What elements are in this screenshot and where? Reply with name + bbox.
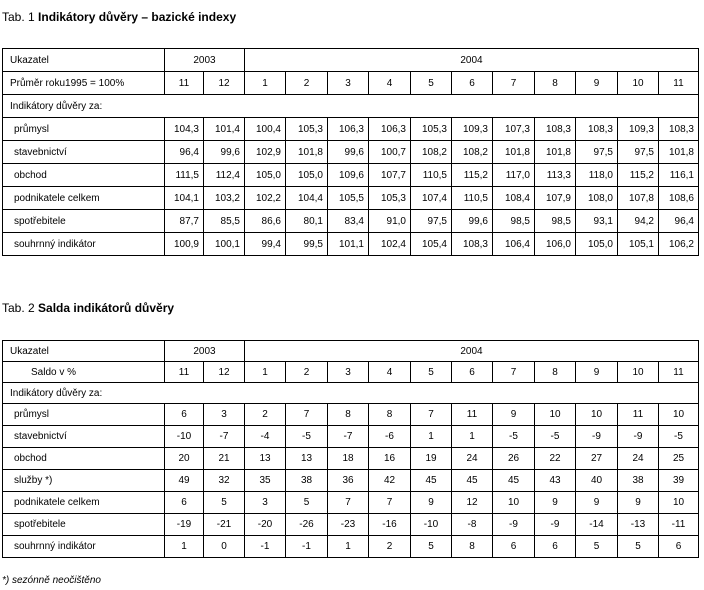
table1-year-2003: 2003 bbox=[165, 49, 245, 72]
row-label: průmysl bbox=[3, 404, 165, 426]
value-cell: 94,2 bbox=[618, 210, 659, 233]
value-cell: 3 bbox=[204, 404, 245, 426]
value-cell: 10 bbox=[576, 404, 618, 426]
value-cell: 9 bbox=[618, 492, 659, 514]
value-cell: 20 bbox=[165, 448, 204, 470]
value-cell: 10 bbox=[535, 404, 576, 426]
value-cell: 108,3 bbox=[535, 118, 576, 141]
value-cell: 98,5 bbox=[535, 210, 576, 233]
value-cell: 97,5 bbox=[576, 141, 618, 164]
month-cell: 7 bbox=[493, 362, 535, 383]
value-cell: 42 bbox=[369, 470, 411, 492]
value-cell: 108,2 bbox=[411, 141, 452, 164]
value-cell: 109,6 bbox=[328, 164, 369, 187]
value-cell: 112,4 bbox=[204, 164, 245, 187]
table2-section-row bbox=[3, 383, 699, 404]
value-cell: 24 bbox=[618, 448, 659, 470]
value-cell: 6 bbox=[165, 404, 204, 426]
value-cell: 1 bbox=[328, 536, 369, 558]
value-cell: 93,1 bbox=[576, 210, 618, 233]
table1-sub-label: Průměr roku1995 = 100% bbox=[3, 72, 165, 95]
value-cell: -9 bbox=[618, 426, 659, 448]
value-cell: 6 bbox=[659, 536, 699, 558]
value-cell: -14 bbox=[576, 514, 618, 536]
month-cell: 9 bbox=[576, 362, 618, 383]
value-cell: 10 bbox=[659, 404, 699, 426]
value-cell: 101,8 bbox=[493, 141, 535, 164]
value-cell: 6 bbox=[535, 536, 576, 558]
value-cell: 9 bbox=[576, 492, 618, 514]
table-row bbox=[3, 514, 699, 536]
table2-title-text: Salda indikátorů důvěry bbox=[38, 301, 175, 315]
value-cell: 27 bbox=[576, 448, 618, 470]
value-cell: 22 bbox=[535, 448, 576, 470]
table-row bbox=[3, 233, 699, 256]
value-cell: 96,4 bbox=[659, 210, 699, 233]
value-cell: 101,8 bbox=[659, 141, 699, 164]
month-cell: 4 bbox=[369, 72, 411, 95]
value-cell: -4 bbox=[245, 426, 286, 448]
value-cell: 91,0 bbox=[369, 210, 411, 233]
value-cell: -1 bbox=[245, 536, 286, 558]
month-cell: 1 bbox=[245, 72, 286, 95]
table-row bbox=[3, 164, 699, 187]
table-row bbox=[3, 492, 699, 514]
row-label: podnikatele celkem bbox=[3, 187, 165, 210]
value-cell: 105,3 bbox=[411, 118, 452, 141]
table2-title bbox=[2, 301, 174, 315]
value-cell: 113,3 bbox=[535, 164, 576, 187]
value-cell: -5 bbox=[286, 426, 328, 448]
table2-head-label: Ukazatel bbox=[3, 341, 165, 362]
row-label: služby *) bbox=[3, 470, 165, 492]
value-cell: 32 bbox=[204, 470, 245, 492]
value-cell: 107,7 bbox=[369, 164, 411, 187]
value-cell: 108,3 bbox=[659, 118, 699, 141]
value-cell: 45 bbox=[452, 470, 493, 492]
value-cell: 11 bbox=[618, 404, 659, 426]
value-cell: 108,3 bbox=[452, 233, 493, 256]
table1-prefix: Tab. 1 bbox=[2, 10, 39, 24]
value-cell: 105,0 bbox=[245, 164, 286, 187]
value-cell: 3 bbox=[245, 492, 286, 514]
value-cell: 108,2 bbox=[452, 141, 493, 164]
value-cell: 98,5 bbox=[493, 210, 535, 233]
value-cell: 5 bbox=[618, 536, 659, 558]
value-cell: 102,2 bbox=[245, 187, 286, 210]
value-cell: 105,0 bbox=[576, 233, 618, 256]
value-cell: 1 bbox=[165, 536, 204, 558]
table2-year-2004: 2004 bbox=[245, 341, 699, 362]
value-cell: 10 bbox=[659, 492, 699, 514]
value-cell: -23 bbox=[328, 514, 369, 536]
value-cell: 105,4 bbox=[411, 233, 452, 256]
value-cell: -19 bbox=[165, 514, 204, 536]
value-cell: 100,9 bbox=[165, 233, 204, 256]
footnote: *) sezónně neočištěno bbox=[2, 575, 101, 586]
value-cell: -7 bbox=[328, 426, 369, 448]
month-cell: 2 bbox=[286, 362, 328, 383]
value-cell: 96,4 bbox=[165, 141, 204, 164]
value-cell: 8 bbox=[369, 404, 411, 426]
value-cell: 5 bbox=[204, 492, 245, 514]
table1-month-row bbox=[3, 72, 699, 95]
value-cell: 24 bbox=[452, 448, 493, 470]
value-cell: 100,4 bbox=[245, 118, 286, 141]
value-cell: -10 bbox=[411, 514, 452, 536]
value-cell: 5 bbox=[286, 492, 328, 514]
value-cell: 40 bbox=[576, 470, 618, 492]
value-cell: -9 bbox=[493, 514, 535, 536]
value-cell: 9 bbox=[411, 492, 452, 514]
month-cell: 6 bbox=[452, 72, 493, 95]
table-row bbox=[3, 470, 699, 492]
month-cell: 3 bbox=[328, 362, 369, 383]
table1-title-text: Indikátory důvěry – bazické indexy bbox=[38, 10, 237, 24]
value-cell: 83,4 bbox=[328, 210, 369, 233]
value-cell: 6 bbox=[165, 492, 204, 514]
table2 bbox=[2, 340, 699, 558]
month-cell: 10 bbox=[618, 362, 659, 383]
value-cell: 49 bbox=[165, 470, 204, 492]
value-cell: 36 bbox=[328, 470, 369, 492]
value-cell: -11 bbox=[659, 514, 699, 536]
value-cell: 107,9 bbox=[535, 187, 576, 210]
value-cell: 1 bbox=[452, 426, 493, 448]
value-cell: 99,4 bbox=[245, 233, 286, 256]
value-cell: 1 bbox=[411, 426, 452, 448]
value-cell: 115,2 bbox=[618, 164, 659, 187]
month-cell: 7 bbox=[493, 72, 535, 95]
value-cell: 7 bbox=[411, 404, 452, 426]
table2-year-2003: 2003 bbox=[165, 341, 245, 362]
value-cell: -13 bbox=[618, 514, 659, 536]
table1-section-label: Indikátory důvěry za: bbox=[3, 95, 699, 118]
value-cell: 102,4 bbox=[369, 233, 411, 256]
value-cell: 18 bbox=[328, 448, 369, 470]
value-cell: -21 bbox=[204, 514, 245, 536]
value-cell: 108,6 bbox=[659, 187, 699, 210]
value-cell: 5 bbox=[411, 536, 452, 558]
table2-sub-label: Saldo v % bbox=[3, 362, 165, 383]
value-cell: 38 bbox=[286, 470, 328, 492]
value-cell: 9 bbox=[535, 492, 576, 514]
value-cell: 110,5 bbox=[452, 187, 493, 210]
table1-year-row bbox=[3, 49, 699, 72]
month-cell: 12 bbox=[204, 72, 245, 95]
value-cell: 101,8 bbox=[535, 141, 576, 164]
table-row bbox=[3, 536, 699, 558]
value-cell: 108,0 bbox=[576, 187, 618, 210]
month-cell: 2 bbox=[286, 72, 328, 95]
row-label: souhrnný indikátor bbox=[3, 536, 165, 558]
value-cell: 2 bbox=[369, 536, 411, 558]
row-label: stavebnictví bbox=[3, 141, 165, 164]
value-cell: 107,4 bbox=[411, 187, 452, 210]
value-cell: 43 bbox=[535, 470, 576, 492]
month-cell: 4 bbox=[369, 362, 411, 383]
value-cell: 21 bbox=[204, 448, 245, 470]
month-cell: 11 bbox=[659, 362, 699, 383]
table1-head-label: Ukazatel bbox=[3, 49, 165, 72]
month-cell: 6 bbox=[452, 362, 493, 383]
value-cell: -16 bbox=[369, 514, 411, 536]
value-cell: 115,2 bbox=[452, 164, 493, 187]
value-cell: 87,7 bbox=[165, 210, 204, 233]
month-cell: 1 bbox=[245, 362, 286, 383]
table2-year-row bbox=[3, 341, 699, 362]
value-cell: 8 bbox=[452, 536, 493, 558]
value-cell: 16 bbox=[369, 448, 411, 470]
value-cell: 102,9 bbox=[245, 141, 286, 164]
value-cell: -9 bbox=[576, 426, 618, 448]
table1-section-row bbox=[3, 95, 699, 118]
value-cell: -5 bbox=[535, 426, 576, 448]
row-label: spotřebitele bbox=[3, 514, 165, 536]
value-cell: 104,4 bbox=[286, 187, 328, 210]
value-cell: 10 bbox=[493, 492, 535, 514]
row-label: podnikatele celkem bbox=[3, 492, 165, 514]
value-cell: 118,0 bbox=[576, 164, 618, 187]
value-cell: 7 bbox=[286, 404, 328, 426]
value-cell: -9 bbox=[535, 514, 576, 536]
table2-section-label: Indikátory důvěry za: bbox=[3, 383, 699, 404]
table-row bbox=[3, 210, 699, 233]
table1-title bbox=[2, 10, 236, 24]
value-cell: 45 bbox=[411, 470, 452, 492]
month-cell: 3 bbox=[328, 72, 369, 95]
month-cell: 10 bbox=[618, 72, 659, 95]
value-cell: 106,3 bbox=[328, 118, 369, 141]
value-cell: 104,3 bbox=[165, 118, 204, 141]
value-cell: 9 bbox=[493, 404, 535, 426]
value-cell: 35 bbox=[245, 470, 286, 492]
value-cell: 0 bbox=[204, 536, 245, 558]
value-cell: 80,1 bbox=[286, 210, 328, 233]
value-cell: -20 bbox=[245, 514, 286, 536]
value-cell: 104,1 bbox=[165, 187, 204, 210]
value-cell: 38 bbox=[618, 470, 659, 492]
value-cell: 8 bbox=[328, 404, 369, 426]
table-row bbox=[3, 141, 699, 164]
month-cell: 12 bbox=[204, 362, 245, 383]
value-cell: 39 bbox=[659, 470, 699, 492]
month-cell: 9 bbox=[576, 72, 618, 95]
value-cell: 100,1 bbox=[204, 233, 245, 256]
value-cell: 13 bbox=[245, 448, 286, 470]
value-cell: 99,5 bbox=[286, 233, 328, 256]
table1 bbox=[2, 48, 699, 256]
value-cell: 101,1 bbox=[328, 233, 369, 256]
value-cell: -8 bbox=[452, 514, 493, 536]
value-cell: -1 bbox=[286, 536, 328, 558]
value-cell: 109,3 bbox=[452, 118, 493, 141]
row-label: souhrnný indikátor bbox=[3, 233, 165, 256]
value-cell: -7 bbox=[204, 426, 245, 448]
value-cell: 106,2 bbox=[659, 233, 699, 256]
table-row bbox=[3, 404, 699, 426]
value-cell: 97,5 bbox=[411, 210, 452, 233]
value-cell: 25 bbox=[659, 448, 699, 470]
value-cell: 12 bbox=[452, 492, 493, 514]
value-cell: 105,0 bbox=[286, 164, 328, 187]
table-row bbox=[3, 187, 699, 210]
value-cell: -26 bbox=[286, 514, 328, 536]
month-cell: 8 bbox=[535, 362, 576, 383]
value-cell: 100,7 bbox=[369, 141, 411, 164]
value-cell: 110,5 bbox=[411, 164, 452, 187]
value-cell: 105,3 bbox=[286, 118, 328, 141]
value-cell: 101,4 bbox=[204, 118, 245, 141]
month-cell: 11 bbox=[659, 72, 699, 95]
row-label: průmysl bbox=[3, 118, 165, 141]
value-cell: 5 bbox=[576, 536, 618, 558]
value-cell: 107,3 bbox=[493, 118, 535, 141]
value-cell: 107,8 bbox=[618, 187, 659, 210]
value-cell: -10 bbox=[165, 426, 204, 448]
table2-prefix: Tab. 2 bbox=[2, 301, 39, 315]
value-cell: 26 bbox=[493, 448, 535, 470]
value-cell: -5 bbox=[659, 426, 699, 448]
value-cell: 117,0 bbox=[493, 164, 535, 187]
table-row bbox=[3, 448, 699, 470]
row-label: stavebnictví bbox=[3, 426, 165, 448]
value-cell: 101,8 bbox=[286, 141, 328, 164]
month-cell: 8 bbox=[535, 72, 576, 95]
value-cell: 11 bbox=[452, 404, 493, 426]
row-label: obchod bbox=[3, 448, 165, 470]
value-cell: 111,5 bbox=[165, 164, 204, 187]
value-cell: 97,5 bbox=[618, 141, 659, 164]
month-cell: 5 bbox=[411, 362, 452, 383]
value-cell: 109,3 bbox=[618, 118, 659, 141]
value-cell: 103,2 bbox=[204, 187, 245, 210]
month-cell: 11 bbox=[165, 362, 204, 383]
value-cell: 99,6 bbox=[204, 141, 245, 164]
table1-year-2004: 2004 bbox=[245, 49, 699, 72]
value-cell: 105,1 bbox=[618, 233, 659, 256]
value-cell: 45 bbox=[493, 470, 535, 492]
table-row bbox=[3, 426, 699, 448]
value-cell: 108,3 bbox=[576, 118, 618, 141]
table-row bbox=[3, 118, 699, 141]
value-cell: 7 bbox=[328, 492, 369, 514]
value-cell: 7 bbox=[369, 492, 411, 514]
value-cell: 13 bbox=[286, 448, 328, 470]
row-label: obchod bbox=[3, 164, 165, 187]
table2-month-row bbox=[3, 362, 699, 383]
value-cell: 99,6 bbox=[328, 141, 369, 164]
value-cell: 106,4 bbox=[493, 233, 535, 256]
value-cell: 105,3 bbox=[369, 187, 411, 210]
value-cell: 6 bbox=[493, 536, 535, 558]
row-label: spotřebitele bbox=[3, 210, 165, 233]
value-cell: 2 bbox=[245, 404, 286, 426]
value-cell: 105,5 bbox=[328, 187, 369, 210]
value-cell: 99,6 bbox=[452, 210, 493, 233]
value-cell: 108,4 bbox=[493, 187, 535, 210]
value-cell: 106,3 bbox=[369, 118, 411, 141]
value-cell: 86,6 bbox=[245, 210, 286, 233]
value-cell: 19 bbox=[411, 448, 452, 470]
month-cell: 5 bbox=[411, 72, 452, 95]
month-cell: 11 bbox=[165, 72, 204, 95]
value-cell: -6 bbox=[369, 426, 411, 448]
value-cell: 85,5 bbox=[204, 210, 245, 233]
value-cell: 106,0 bbox=[535, 233, 576, 256]
value-cell: -5 bbox=[493, 426, 535, 448]
value-cell: 116,1 bbox=[659, 164, 699, 187]
